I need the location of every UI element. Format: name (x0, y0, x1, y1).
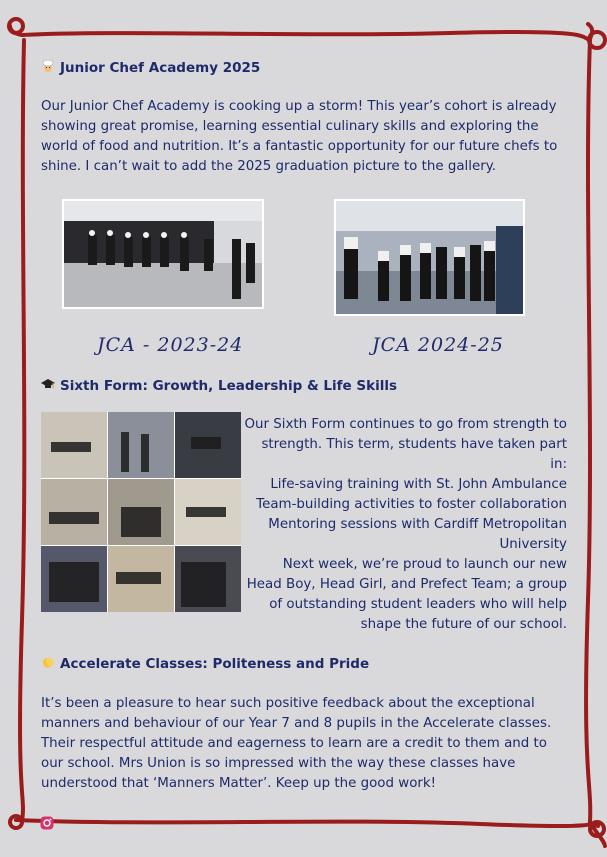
clapping-hands-icon (41, 655, 55, 672)
sixth-form-heading-text: Sixth Form: Growth, Leadership & Life Skills (60, 377, 398, 394)
jca-photo-caption-2: JCA 2024-25 (372, 334, 504, 356)
sixth-form-activity-3: Mentoring sessions with Cardiff Metropolitan University (268, 517, 567, 552)
sixth-form-announcement: Next week, we’re proud to launch our new Head Boy, Head Girl, and Prefect Team; a group of outstanding student leaders who will help shape the future of our school. (246, 557, 567, 632)
accelerate-heading-text: Accelerate Classes: Politeness and Pride (60, 655, 370, 672)
instagram-icon[interactable] (40, 815, 54, 829)
sixth-form-activity-1: Life-saving training with St. John Ambulance (270, 477, 567, 492)
chef-emoji-icon (41, 59, 55, 76)
accelerate-body: It’s been a pleasure to hear such positive feedback about the exceptional manners and behaviour of our Year 7 and 8 pupils in the Accelerate classes. Their respectful attitude and eagerness to learn are a credit to them and to our school. Mrs Union is so impressed with the way these classes have understood that ‘Manners Matter’. Keep up the good work! (41, 696, 552, 791)
jca-photo-caption-1: JCA - 2023-24 (97, 334, 244, 356)
accelerate-heading (41, 655, 369, 672)
jca-2024-25-photo (334, 199, 525, 316)
jca-heading (41, 59, 260, 76)
jca-2023-24-photo (62, 199, 264, 309)
sixth-form-text (244, 415, 567, 635)
sixth-form-collage (41, 412, 241, 612)
graduation-cap-icon (41, 377, 55, 394)
sixth-form-heading (41, 377, 397, 394)
jca-heading-text: Junior Chef Academy 2025 (60, 59, 261, 76)
jca-body: Our Junior Chef Academy is cooking up a storm! This year’s cohort is already showing great promise, learning essential culinary skills and exploring the world of food and nutrition. It’s a fantastic opportunity for our future chefs to shine. I can’t wait to add the 2025 graduation picture to the gallery. (41, 99, 558, 174)
sixth-form-intro: Our Sixth Form continues to go from strength to strength. This term, students have taken part in: (244, 417, 567, 472)
sixth-form-activity-2: Team-building activities to foster collaboration (256, 497, 567, 512)
